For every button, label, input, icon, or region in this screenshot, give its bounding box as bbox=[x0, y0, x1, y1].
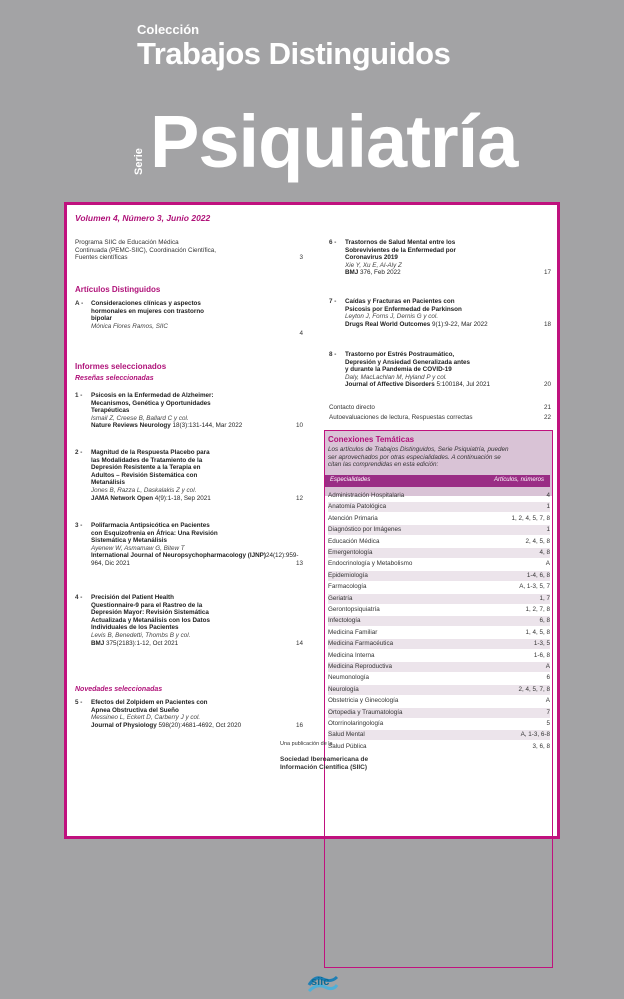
conexiones-desc-line: citan las comprendidas en esta edición: bbox=[328, 461, 439, 468]
item-page: 12 bbox=[295, 494, 303, 502]
especialidad-articles: 1, 2, 7, 8 bbox=[525, 606, 550, 613]
especialidad-name: Endocrinología y Metabolismo bbox=[328, 560, 413, 568]
right-article-item[interactable] bbox=[329, 351, 551, 401]
especialidad-articles: A bbox=[545, 663, 550, 670]
programa-line2: Continuada (PEMC-SIIC), Coordinación Científica, bbox=[75, 246, 217, 254]
item-title-line: Depresión Resistente a la Terapia en bbox=[91, 464, 201, 472]
resena-item[interactable] bbox=[75, 392, 303, 452]
especialidad-row bbox=[328, 730, 550, 740]
collection-label: Colección bbox=[137, 22, 200, 37]
serie-title: Psiquiatría bbox=[150, 100, 518, 183]
autoeval-label: Autoevaluaciones de lectura, Respuestas correctas bbox=[329, 414, 473, 421]
programa-page: 3 bbox=[299, 254, 303, 261]
especialidad-name: Medicina Interna bbox=[328, 651, 375, 659]
item-journal: Nature Reviews Neurology bbox=[91, 422, 171, 430]
especialidad-name: Medicina Farmacéutica bbox=[328, 640, 394, 648]
especialidad-name: Neurología bbox=[328, 685, 359, 693]
especialidad-articles: A, 1-3, 6-8 bbox=[520, 731, 550, 739]
item-number: 1 - bbox=[75, 392, 83, 399]
especialidad-name: Otorrinolaringología bbox=[328, 720, 384, 727]
especialidad-articles: 7 bbox=[546, 708, 550, 716]
publisher-prefix: Una publicación de la bbox=[280, 741, 333, 747]
item-title-line: Trastorno por Estrés Postraumático, bbox=[345, 351, 455, 358]
especialidad-articles: 1, 7 bbox=[539, 594, 550, 602]
contacto-label: Contacto directo bbox=[329, 404, 375, 411]
especialidad-name: Salud Pública bbox=[328, 742, 367, 750]
item-reference: 9(1):9-22, Mar 2022 bbox=[430, 320, 488, 328]
especialidad-row bbox=[328, 582, 550, 592]
especialidad-row bbox=[328, 651, 550, 661]
item-title-line: Polifarmacia Antipsicótica en Pacientes bbox=[91, 522, 210, 529]
especialidad-articles: 1 bbox=[546, 526, 550, 534]
articulo-a[interactable] bbox=[75, 300, 303, 345]
especialidad-name: Ortopedia y Traumatología bbox=[328, 708, 403, 716]
item-author: Xie Y, Xu E, Al-Aly Z bbox=[345, 261, 402, 269]
item-title-line: con Esquizofrenia en África: Una Revisión bbox=[91, 529, 218, 537]
especialidad-row bbox=[328, 559, 550, 569]
especialidad-articles: 1-4, 6, 8 bbox=[526, 571, 550, 579]
item-title-line: Depresión y Ansiedad Generalizada antes bbox=[345, 358, 471, 366]
especialidad-name: Medicina Reproductiva bbox=[328, 663, 393, 670]
especialidad-articles: 1-6, 8 bbox=[533, 651, 550, 659]
conexiones-col-header bbox=[325, 475, 550, 487]
especialidad-row bbox=[328, 514, 550, 524]
especialidad-articles: 2, 4, 5, 8 bbox=[525, 537, 550, 545]
item-reference: 5:100184, Jul 2021 bbox=[434, 381, 491, 389]
item-journal: BMJ bbox=[345, 269, 359, 277]
especialidad-row bbox=[328, 605, 550, 615]
especialidad-name: Medicina Familiar bbox=[328, 628, 378, 636]
conexiones-desc-line: Los artículos de Trabajos Distinguidos, Serie Psiquiatría, pueden bbox=[328, 446, 509, 453]
col-articulos: Artículos, números bbox=[493, 477, 544, 483]
programa-line3: Fuentes científicas bbox=[75, 254, 128, 261]
especialidad-row bbox=[328, 628, 550, 638]
item-author: Levis B, Benedetti, Thombs B y col. bbox=[91, 631, 191, 639]
especialidad-articles: 1 bbox=[546, 503, 550, 511]
item-page: 10 bbox=[295, 422, 303, 430]
resena-item[interactable] bbox=[75, 522, 303, 582]
item-page: 20 bbox=[543, 381, 551, 389]
item-title-line: Terapéuticas bbox=[91, 407, 130, 415]
publisher-name bbox=[280, 756, 368, 772]
item-title-line: Psicosis en la Enfermedad de Alzheimer: bbox=[91, 392, 214, 399]
item-title-line: las Modalidades de Tratamiento de la bbox=[91, 456, 203, 464]
item-author: Ayenew W, Asmamaw G, Bitew T bbox=[91, 544, 185, 552]
item-title-line: Depresión Mayor: Revisión Sistemática bbox=[91, 609, 209, 617]
item-author: Leyton J, Forns J, Dernis G y col. bbox=[345, 313, 439, 321]
contents-panel bbox=[64, 202, 560, 988]
item-number: A - bbox=[75, 300, 84, 307]
articulos-heading: Artículos Distinguidos bbox=[75, 285, 161, 294]
item-journal: Journal of Physiology bbox=[91, 721, 157, 729]
especialidad-name: Diagnóstico por Imágenes bbox=[328, 526, 402, 534]
publisher-name-line2: Información Científica (SIIC) bbox=[280, 764, 368, 771]
item-number: 5 - bbox=[75, 699, 83, 706]
item-title-line: Metanálisis bbox=[91, 479, 125, 487]
item-title-line: Precisión del Patient Health bbox=[91, 594, 174, 601]
especialidad-articles: 1, 2, 4, 5, 7, 8 bbox=[511, 514, 550, 522]
serie-label: Serie bbox=[133, 148, 145, 175]
conexiones-desc bbox=[328, 446, 550, 469]
item-number: 6 - bbox=[329, 239, 337, 246]
especialidad-name: Gerontopsiquiatría bbox=[328, 606, 380, 613]
right-article-item[interactable] bbox=[329, 239, 551, 289]
especialidad-row bbox=[328, 685, 550, 695]
resenas-subheading: Reseñas seleccionadas bbox=[75, 375, 154, 382]
especialidad-row bbox=[328, 673, 550, 683]
item-title-line: Coronavirus 2019 bbox=[345, 254, 398, 262]
item-reference: 24(12):959-964, Dic 2021 bbox=[91, 552, 299, 567]
item-title-line: Questionnaire-9 para el Rastreo de la bbox=[91, 601, 203, 609]
item-title-line: Mecanismos, Genética y Oportunidades bbox=[91, 399, 211, 407]
item-page: 17 bbox=[543, 269, 551, 277]
especialidad-articles: 1-3, 5 bbox=[533, 640, 550, 648]
item-number: 3 - bbox=[75, 522, 83, 529]
item-title-line: Sobrevivientes de la Enfermedad por bbox=[345, 246, 456, 254]
item-page: 16 bbox=[295, 722, 303, 729]
especialidad-row bbox=[328, 742, 550, 752]
item-number: 7 - bbox=[329, 298, 337, 305]
item-title-line: y durante la Pandemia de COVID-19 bbox=[345, 366, 452, 374]
collection-title: Trabajos Distinguidos bbox=[137, 36, 451, 71]
resena-item[interactable] bbox=[75, 594, 303, 654]
especialidad-name: Obstetricia y Ginecología bbox=[328, 697, 399, 705]
especialidad-row bbox=[328, 639, 550, 649]
item-page: 4 bbox=[299, 330, 303, 337]
especialidad-name: Administración Hospitalaria bbox=[328, 492, 405, 499]
especialidad-articles: A, 1-3, 5, 7 bbox=[519, 583, 550, 591]
especialidad-row bbox=[328, 491, 550, 501]
item-title-line: Psicosis por Enfermedad de Parkinson bbox=[345, 305, 462, 313]
especialidad-name: Farmacología bbox=[328, 583, 367, 591]
especialidad-name: Epidemiología bbox=[328, 571, 368, 579]
novedades-heading: Novedades seleccionadas bbox=[75, 686, 163, 693]
novedad-5[interactable] bbox=[75, 699, 303, 737]
especialidad-row bbox=[328, 662, 550, 672]
especialidad-row bbox=[328, 548, 550, 558]
especialidad-row bbox=[328, 696, 550, 706]
especialidad-articles: A bbox=[545, 697, 550, 705]
conexiones-box bbox=[324, 430, 553, 968]
item-journal: JAMA Network Open bbox=[91, 494, 154, 502]
autoeval-row[interactable] bbox=[329, 414, 551, 422]
item-title-line: Consideraciones clínicas y aspectos bbox=[91, 300, 201, 307]
especialidad-articles: A bbox=[545, 560, 550, 568]
item-title-line: hormonales en mujeres con trastorno bbox=[91, 307, 205, 315]
item-reference: 376, Feb 2022 bbox=[358, 269, 401, 277]
especialidad-articles: 5 bbox=[546, 720, 550, 727]
item-title-line: Sistemática y Metanálisis bbox=[91, 537, 167, 545]
especialidad-name: Salud Mental bbox=[328, 731, 365, 739]
item-journal: Drugs Real World Outcomes bbox=[345, 320, 431, 328]
right-article-item[interactable] bbox=[329, 298, 551, 348]
especialidad-articles: 6, 8 bbox=[539, 617, 550, 625]
item-journal: International Journal of Neuropsychopharmacology (IJNP) bbox=[91, 552, 266, 560]
item-title-line: Magnitud de la Respuesta Placebo para bbox=[91, 449, 210, 456]
item-journal: Journal of Affective Disorders bbox=[345, 381, 435, 389]
programa-block bbox=[75, 239, 303, 262]
programa-line1: Programa SIIC de Educación Médica bbox=[75, 239, 179, 246]
especialidad-name: Educación Médica bbox=[328, 537, 380, 545]
item-page: 13 bbox=[295, 560, 303, 567]
conexiones-desc-line: ser aprovechados por otras especialidades. A continuación se bbox=[328, 453, 501, 461]
item-author: Mónica Flores Ramos, SIIC bbox=[91, 322, 168, 330]
item-author: Messineo L, Eckert D, Carberry J y col. bbox=[91, 714, 201, 722]
resena-item[interactable] bbox=[75, 449, 303, 509]
item-author: Ismail Z, Creese B, Ballard C y col. bbox=[91, 414, 189, 422]
item-reference: 18(3):131-144, Mar 2022 bbox=[170, 422, 243, 430]
item-number: 4 - bbox=[75, 594, 83, 601]
item-title-line: Caídas y Fracturas en Pacientes con bbox=[345, 298, 455, 305]
especialidad-row bbox=[328, 616, 550, 626]
volume-info: Volumen 4, Número 3, Junio 2022 bbox=[75, 213, 211, 223]
especialidad-name: Anatomía Patológica bbox=[328, 503, 387, 511]
item-number: 2 - bbox=[75, 449, 83, 456]
especialidad-name: Infectología bbox=[328, 617, 361, 625]
especialidad-row bbox=[328, 719, 550, 729]
item-title-line: Individuales de los Pacientes bbox=[91, 624, 179, 632]
item-reference: 4(9):1-18, Sep 2021 bbox=[153, 494, 211, 502]
item-journal: BMJ bbox=[91, 639, 105, 647]
item-title-line: Adultos – Revisión Sistemática con bbox=[91, 471, 198, 479]
informes-heading: Informes seleccionados bbox=[75, 362, 167, 371]
item-title-line: Efectos del Zolpidem en Pacientes con bbox=[91, 699, 208, 706]
col-especialidades: Especialidades bbox=[330, 477, 371, 483]
item-title-line: bipolar bbox=[91, 315, 112, 323]
especialidad-name: Neumonología bbox=[328, 674, 369, 682]
autoeval-page: 22 bbox=[543, 414, 551, 421]
especialidad-row bbox=[328, 571, 550, 581]
especialidad-row bbox=[328, 525, 550, 535]
especialidad-row bbox=[328, 594, 550, 604]
item-title-line: Apnea Obstructiva del Sueño bbox=[91, 706, 179, 714]
especialidad-row bbox=[328, 537, 550, 547]
item-title-line: Actualizada y Metanálisis con los Datos bbox=[91, 616, 210, 624]
item-reference: 375(2183):1-12, Oct 2021 bbox=[104, 639, 179, 647]
conexiones-heading: Conexiones Temáticas bbox=[328, 435, 415, 444]
siic-logo bbox=[307, 967, 339, 999]
especialidad-articles: 6 bbox=[546, 674, 550, 682]
especialidad-row bbox=[328, 502, 550, 512]
especialidad-articles: 1, 4, 5, 8 bbox=[525, 628, 550, 636]
item-author: Daly, MacLachlan M, Hyland P y col. bbox=[345, 373, 447, 381]
especialidad-articles: 4, 8 bbox=[539, 549, 550, 556]
item-page: 18 bbox=[543, 320, 551, 328]
especialidad-name: Emergentología bbox=[328, 549, 373, 556]
especialidad-articles: 3, 6, 8 bbox=[532, 742, 550, 750]
item-page: 14 bbox=[295, 639, 303, 647]
item-number: 8 - bbox=[329, 351, 337, 358]
especialidad-name: Geriatría bbox=[328, 594, 353, 602]
contacto-page: 21 bbox=[543, 404, 551, 411]
item-reference: 598(20):4681-4692, Oct 2020 bbox=[156, 721, 242, 729]
logo-text: siic bbox=[311, 976, 330, 988]
especialidad-articles: 2, 4, 5, 7, 8 bbox=[518, 685, 550, 693]
contacto-row[interactable] bbox=[329, 404, 551, 412]
especialidad-articles: 4 bbox=[546, 492, 550, 499]
publisher-name-line1: Sociedad Iberoamericana de bbox=[280, 756, 369, 763]
especialidad-row bbox=[328, 708, 550, 718]
especialidad-name: Atención Primaria bbox=[328, 514, 378, 522]
item-title-line: Trastornos de Salud Mental entre los bbox=[345, 239, 456, 246]
item-author: Jones B, Razza L, Daskalakis Z y col. bbox=[91, 486, 197, 494]
